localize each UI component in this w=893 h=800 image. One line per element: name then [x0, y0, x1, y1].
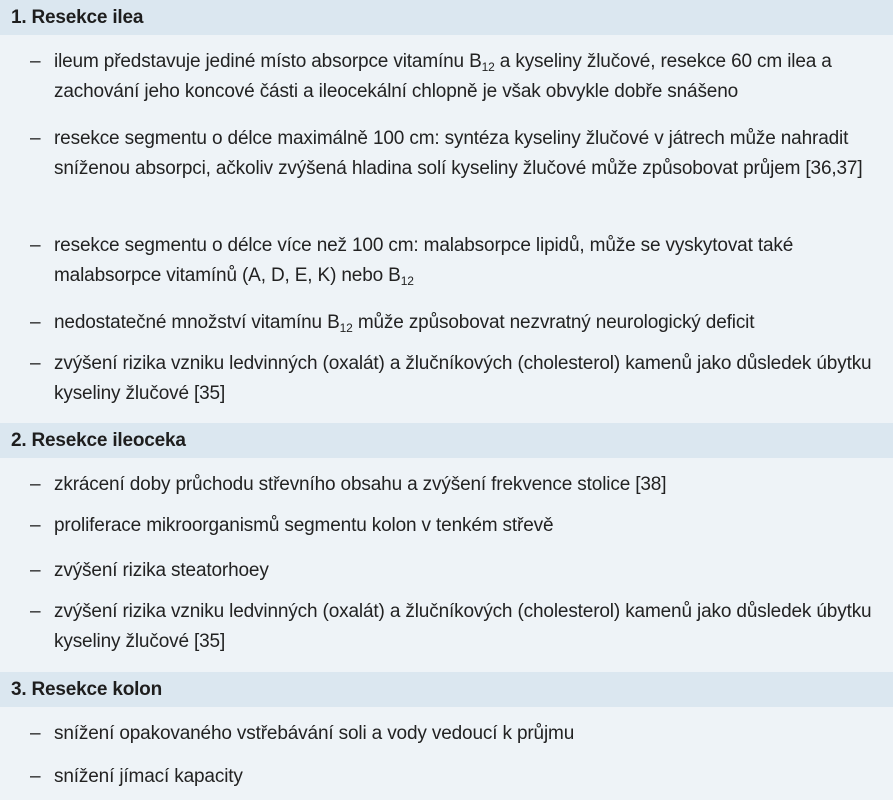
- list-item: [30, 349, 887, 409]
- dash-marker: –: [30, 51, 41, 72]
- list-item-text: zvýšení rizika steatorhoey: [54, 560, 269, 581]
- dash-marker: –: [30, 474, 41, 495]
- list-item-text: snížení jímací kapacity: [54, 766, 243, 787]
- dash-marker: –: [30, 235, 41, 256]
- list-item: [30, 597, 887, 657]
- list-item-text: snížení opakovaného vstřebávání soli a vody vedoucí k průjmu: [54, 723, 575, 744]
- list-item-text: resekce segmentu o délce více než 100 cm: malabsorpce lipidů, může se vyskytovat také malabsorpce vitamínů (A, D, E, K) nebo $B_{12}$: [54, 235, 794, 288]
- list-item: [30, 470, 887, 500]
- section-title: 1. Resekce ilea: [11, 7, 144, 28]
- list-item: [30, 47, 887, 107]
- list-item-text: zvýšení rizika vzniku ledvinných (oxalát) a žlučníkových (cholesterol) kamenů jako důsledek úbytku kyseliny žlučové [35]: [54, 601, 872, 652]
- section-body-colon: [0, 707, 893, 800]
- list-item-text: nedostatečné množství vitamínu $B_{12}$ může způsobovat nezvratný neurologický deficit: [54, 312, 755, 335]
- list-item-text: proliferace mikroorganismů segmentu kolon v tenkém střevě: [54, 515, 554, 536]
- section-title: 3. Resekce kolon: [11, 679, 162, 700]
- list-item-text: zvýšení rizika vzniku ledvinných (oxalát) a žlučníkových (cholesterol) kamenů jako důsledek úbytku kyseliny žlučové [35]: [54, 353, 872, 404]
- list-item: [30, 124, 887, 184]
- list-item: [30, 231, 887, 291]
- list-item: [30, 556, 887, 586]
- list-item: [30, 511, 887, 541]
- dash-marker: –: [30, 766, 41, 787]
- dash-marker: –: [30, 723, 41, 744]
- list-item-text: ileum představuje jediné místo absorpce vitamínu $B_{12}$ a kyseliny žlučové, resekce 60 cm ilea a zachování jeho koncové části a ileocekální chlopně je však obvykle dobře snášeno: [54, 51, 832, 102]
- dash-marker: –: [30, 312, 41, 333]
- list-item-text: resekce segmentu o délce maximálně 100 cm: syntéza kyseliny žlučové v játrech může nahradit sníženou absorpci, ačkoliv zvýšená hladina solí kyseliny žlučové může způsobovat průjem [36,37]: [54, 128, 863, 179]
- dash-marker: –: [30, 353, 41, 374]
- dash-marker: –: [30, 560, 41, 581]
- list-item: [30, 762, 887, 792]
- list-item-text: zkrácení doby průchodu střevního obsahu a zvýšení frekvence stolice [38]: [54, 474, 667, 495]
- section-title: 2. Resekce ileoceka: [11, 430, 186, 451]
- list-item: [30, 308, 887, 338]
- section-header-ileocecum: [0, 423, 893, 458]
- dash-marker: –: [30, 128, 41, 149]
- dash-marker: –: [30, 601, 41, 622]
- section-header-ileum: [0, 0, 893, 35]
- dash-marker: –: [30, 515, 41, 536]
- section-body-ileocecum: [0, 458, 893, 672]
- list-item: [30, 719, 887, 749]
- section-body-ileum: [0, 35, 893, 423]
- section-header-colon: [0, 672, 893, 707]
